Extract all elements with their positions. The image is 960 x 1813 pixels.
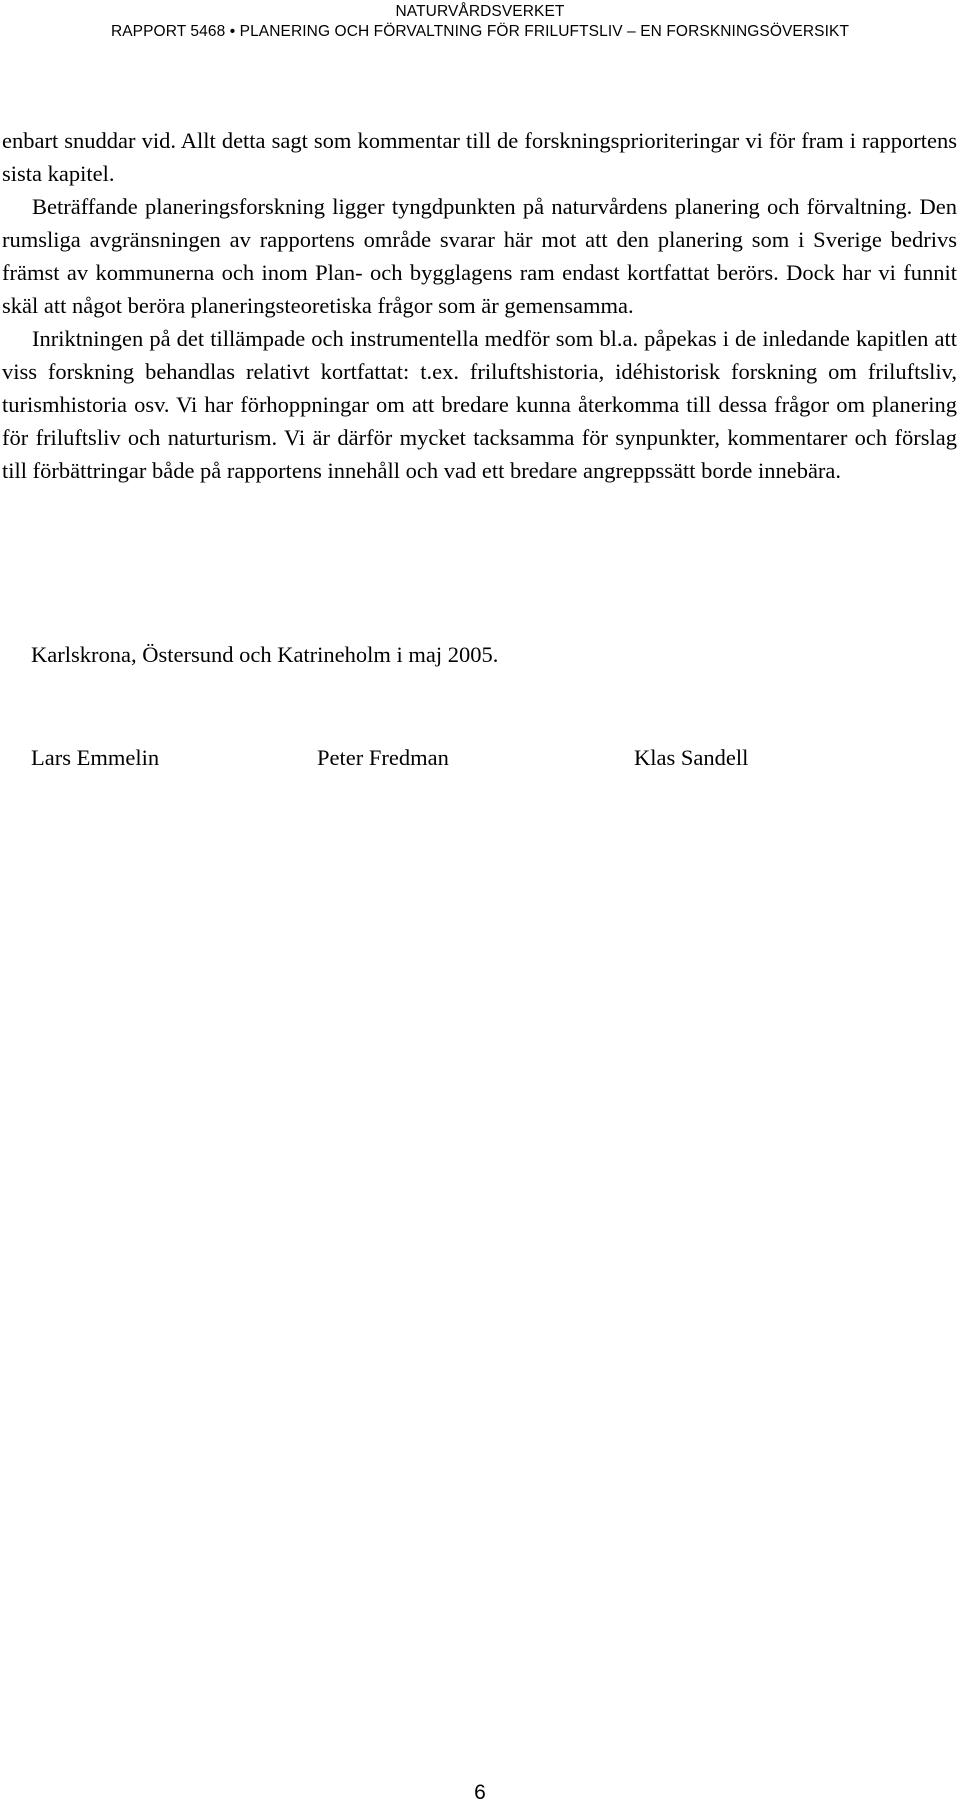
- signature-author: Peter Fredman: [317, 745, 449, 770]
- paragraph-planning-research: Beträffande planeringsforskning ligger tyngdpunkten på naturvårdens planering och förvaltning. Den rumsliga avgränsningen av rapportens område svarar här mot att den planering som i Sverige bedrivs främst av kommunerna och inom Plan- och bygglagens ram endast kortfattat berörs. Dock har vi funnit skäl att något beröra planeringsteoretiska frågor som är gemensamma.: [2, 194, 957, 318]
- paragraph-continuation: enbart snuddar vid. Allt detta sagt som kommentar till de forskningsprioriteringar vi för fram i rapportens sista kapitel.: [2, 128, 957, 186]
- page-number: 6: [474, 1781, 486, 1804]
- signature-author: Lars Emmelin: [31, 745, 160, 770]
- header-report-title: RAPPORT 5468 • PLANERING OCH FÖRVALTNING FÖR FRILUFTSLIV – EN FORSKNINGSÖVERSIKT: [110, 23, 850, 40]
- paragraph-orientation: Inriktningen på det tillämpade och instrumentella medför som bl.a. påpekas i de inledande kapitlen att viss forskning behandlas relativt kortfattat: t.ex. friluftshistoria, idéhistorisk forskning om friluftsliv, turismhistoria osv. Vi har förhoppningar om att bredare kunna återkomma till dessa frågor om planering för friluftsliv och naturturism. Vi är därför mycket tacksamma för synpunkter, kommentarer och förslag till förbättringar både på rapportens innehåll och vad ett bredare angreppssätt borde innebära.: [2, 326, 957, 483]
- signature-author: Klas Sandell: [634, 745, 749, 770]
- place-and-date: Karlskrona, Östersund och Katrineholm i maj 2005.: [31, 642, 499, 667]
- body-text: [2, 124, 957, 487]
- header-organization: NATURVÅRDSVERKET: [395, 3, 565, 20]
- page-header: [0, 0, 960, 42]
